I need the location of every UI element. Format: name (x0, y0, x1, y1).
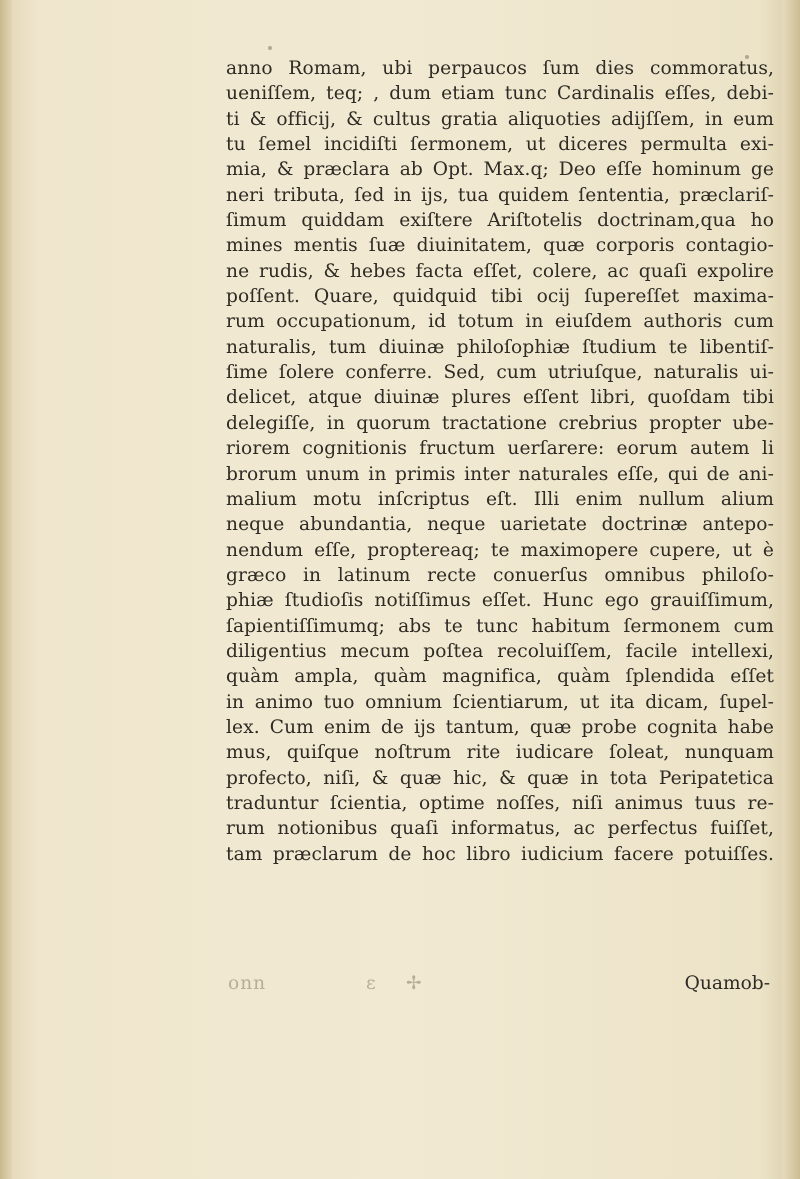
text-line: ſimum quiddam exiſtere Ariſtotelis doctrinam,qua ho (226, 210, 774, 232)
signature-mark: onn (228, 973, 267, 994)
text-line: græco in latinum recte conuerſus omnibus philoſo- (226, 564, 774, 586)
text-line: ne rudis, & hebes facta eſſet, colere, ac quaſi expolire (226, 260, 774, 282)
text-line: poſſent. Quare, quidquid tibi ocij ſupereſſet maxima- (226, 286, 774, 308)
text-line: malium motu inſcriptus eſt. Illi enim nullum alium (226, 488, 774, 510)
text-line: anno Romam, ubi perpaucos ſum dies commoratus, (226, 58, 774, 79)
text-line: naturalis, tum diuinæ philoſophiæ ſtudium te libentiſ- (226, 336, 774, 358)
text-line: ueniſſem, teq; , dum etiam tunc Cardinalis eſſes, debi- (226, 83, 774, 105)
text-line: rum notionibus quaſi informatus, ac perfectus fuiſſet, (226, 818, 774, 840)
text-line: neri tributa, ſed in ijs, tua quidem ſententia, præclariſ- (226, 184, 774, 206)
text-line: rum occupationum, id totum in eiuſdem authoris cum (226, 311, 774, 333)
text-line: tu ſemel incidiſti ſermonem, ut diceres permulta exi- (226, 134, 774, 156)
catchword: Quamob- (684, 973, 770, 994)
text-line: mus, quiſque noſtrum rite iudicare ſoleat, nunquam (226, 742, 774, 764)
text-line: mines mentis ſuæ diuinitatem, quæ corporis contagio- (226, 235, 774, 257)
text-block (226, 56, 774, 867)
text-line: profecto, niſi, & quæ hic, & quæ in tota Peripatetica (226, 767, 774, 789)
text-line: delicet, atque diuinæ plures eſſent libri, quoſdam tibi (226, 387, 774, 409)
signature-symbol: ε (366, 973, 376, 994)
page-edge-shadow (782, 0, 800, 1179)
text-line: riorem cognitionis fructum uerſarere: eorum autem li (226, 438, 774, 460)
text-line: diligentius mecum poſtea recoluiſſem, facile intellexi, (226, 640, 774, 662)
text-line: traduntur ſcientia, optime noſſes, niſi animus tuus re- (226, 792, 774, 814)
page-footer (226, 971, 774, 999)
text-line: neque abundantia, neque uarietate doctrinæ antepo- (226, 514, 774, 536)
text-line: ſime ſolere conferre. Sed, cum utriuſque, naturalis ui- (226, 362, 774, 384)
text-line: lex. Cum enim de ijs tantum, quæ probe cognita habe (226, 716, 774, 738)
text-line: ti & officij, & cultus gratia aliquoties adijſſem, in eum (226, 108, 774, 130)
text-line: in animo tuo omnium ſcientiarum, ut ita dicam, ſupel- (226, 691, 774, 713)
page-gutter-shadow (0, 0, 12, 1179)
text-line: phiæ ſtudioſis notiſſimus eſſet. Hunc ego grauiſſimum, (226, 590, 774, 612)
text-line: mia, & præclara ab Opt. Max.q; Deo eſſe hominum ge (226, 159, 774, 181)
text-line: quàm ampla, quàm magnifica, quàm ſplendida eſſet (226, 666, 774, 688)
text-line: ſapientiſſimumq; abs te tunc habitum ſermonem cum (226, 615, 774, 637)
text-line: nendum eſſe, proptereaq; te maximopere cupere, ut è (226, 539, 774, 561)
ink-speck (268, 46, 272, 50)
text-line: brorum unum in primis inter naturales eſſe, qui de ani- (226, 463, 774, 485)
text-line: tam præclarum de hoc libro iudicium facere potuiſſes. (226, 843, 774, 865)
fleuron-icon: ✢ (406, 973, 422, 994)
text-line: delegiſſe, in quorum tractatione crebrius propter ube- (226, 412, 774, 434)
